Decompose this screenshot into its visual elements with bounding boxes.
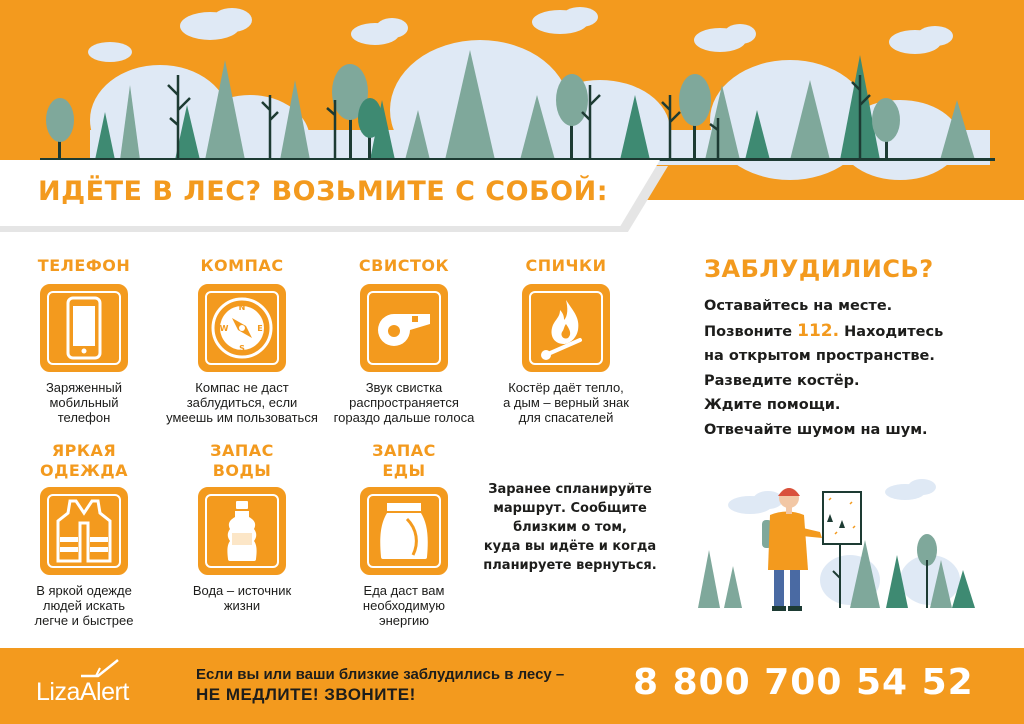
svg-text:N: N [238,303,246,312]
item-water: ЗАПАС ВОДЫ Вода – источник жизни [192,441,292,613]
footer-call-to-action: НЕ МЕДЛИТЕ! ЗВОНИТЕ! [196,685,416,704]
logo-swoosh-icon [36,658,156,680]
footer-message: Если вы или ваши близкие заблудились в лесу – [196,666,565,683]
hiker-illustration [690,470,990,615]
food-bag-icon [377,501,431,561]
phone-icon [62,296,106,360]
safety-vest-icon [56,499,112,563]
item-compass: КОМПАС N E S W Компас не даст заблудиться, если умеешь им пользоваться [166,256,318,425]
compass-icon [210,296,274,360]
svg-text:W: W [219,324,229,333]
route-planning-note: Заранее спланируйте маршрут. Сообщите близким о том, куда вы идёте и когда планируете вернуться. [483,482,657,573]
match-flame-icon [534,296,598,360]
hotline-phone-number: 8 800 700 54 52 [633,662,974,703]
whistle-icon [372,304,436,352]
item-whistle: СВИСТОК Звук свистка распространяется гораздо дальше голоса [333,256,475,425]
item-bright-clothing: ЯРКАЯ ОДЕЖДА В яркой одежде людей искать легче и быстрее [34,441,134,628]
water-bottle-icon [224,499,260,563]
lost-title: ЗАБЛУДИЛИСЬ? [704,255,934,283]
footer-bar [0,648,1024,724]
svg-text:S: S [239,344,245,353]
item-food: ЗАПАС ЕДЫ Еда даст вам необходимую энергию [320,441,488,628]
page-title: ИДЁТЕ В ЛЕС? ВОЗЬМИТЕ С СОБОЙ: [38,176,609,207]
lizaalert-logo [36,658,156,714]
svg-text:E: E [257,324,263,333]
hiker-scene [690,470,990,619]
lost-instructions: Оставайтесь на месте. Позвоните 112. Находитесь на открытом пространстве. Разведите костёр. Ждите помощи. Отвечайте шумом на шум. [704,298,944,438]
item-phone: ТЕЛЕФОН Заряженный мобильный телефон [37,256,131,425]
logo-text: LizaAlert [36,678,129,706]
emergency-number: 112. [797,320,840,341]
item-matches: СПИЧКИ Костёр даёт тепло, а дым – верный знак для спасателей [503,256,629,425]
